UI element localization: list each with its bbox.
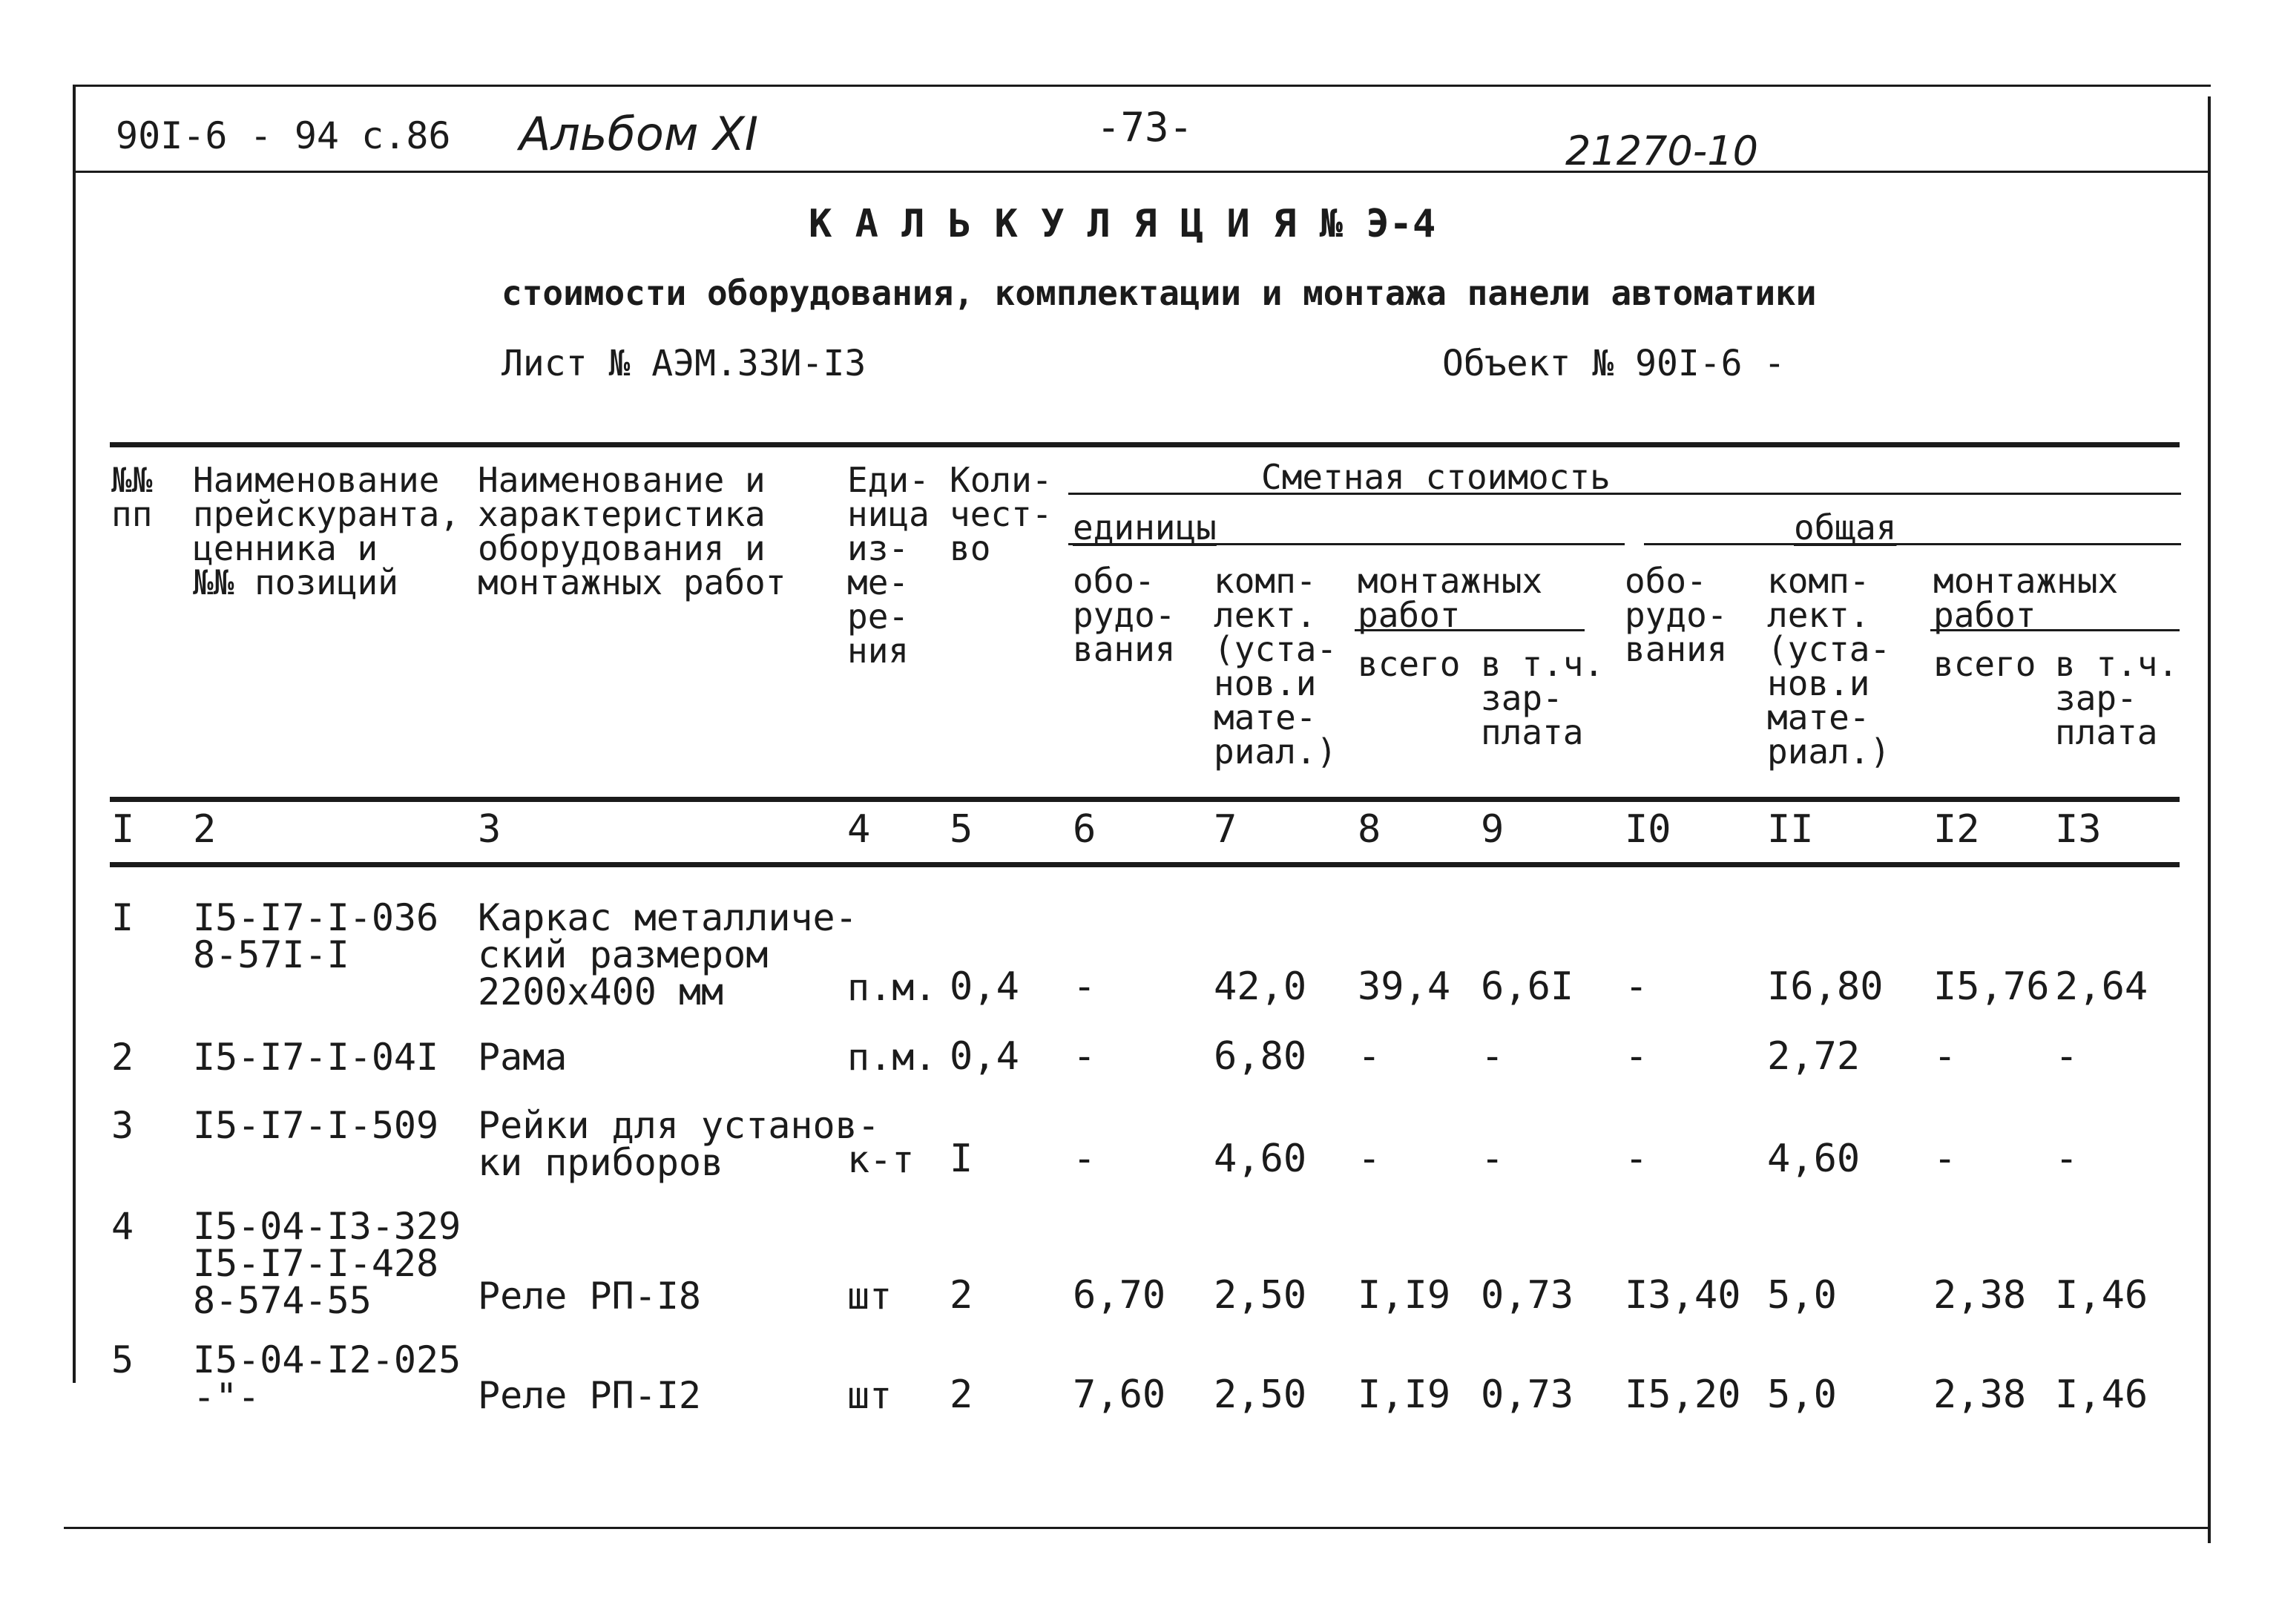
row-total-complect: I6,80 <box>1767 964 1884 1009</box>
object-number: Объект № 90I-6 - <box>1442 343 1786 384</box>
frame-top-border <box>74 85 2211 87</box>
row-total-equipment: - <box>1625 1034 1648 1079</box>
row-unit-complect: 4,60 <box>1214 1137 1307 1181</box>
header-total-complect: комп- лект. (уста- нов.и мате- риал.) <box>1767 561 1891 772</box>
sheet-number: Лист № АЭМ.33И-I3 <box>501 343 866 384</box>
row-unit-mounting-total: I,I9 <box>1358 1273 1451 1318</box>
col-number-10: I0 <box>1625 807 1671 852</box>
row-unit: п.м. <box>847 966 937 1009</box>
header-total-equipment: обо- рудо- вания <box>1625 561 1728 669</box>
header-estimated-cost: Сметная стоимость <box>1261 457 1611 497</box>
row-total-equipment: I3,40 <box>1625 1273 1741 1318</box>
header-total-mounting: монтажных работ <box>1933 561 2119 635</box>
header-unit-equipment: обо- рудо- вания <box>1073 561 1176 669</box>
row-total-mounting-salary: - <box>2055 1137 2079 1181</box>
row-total-mounting-total: - <box>1933 1034 1957 1079</box>
row-number: 5 <box>111 1338 134 1381</box>
col-number-5: 5 <box>950 807 973 852</box>
row-quantity: 0,4 <box>950 1034 1019 1079</box>
row-unit: шт <box>847 1374 892 1417</box>
row-total-complect: 5,0 <box>1767 1273 1837 1318</box>
row-total-mounting-total: 2,38 <box>1933 1372 2027 1417</box>
row-total-mounting-salary: - <box>2055 1034 2079 1079</box>
row-unit-equipment: 7,60 <box>1073 1372 1166 1417</box>
frame-bottom-border <box>64 1527 2211 1529</box>
col-number-12: I2 <box>1933 807 1980 852</box>
col-number-11: II <box>1767 807 1814 852</box>
header-col-price-list: Наименование прейскуранта, ценника и №№ позиций <box>193 460 461 602</box>
header-col-quantity: Коли- чест- во <box>950 460 1053 568</box>
row-total-equipment: I5,20 <box>1625 1372 1741 1417</box>
document-subtitle: стоимости оборудования, комплектации и монтажа панели автоматики <box>501 273 1817 313</box>
col-number-1: I <box>111 807 135 852</box>
album-label: Альбом XI <box>519 107 758 161</box>
row-price-code: I5-04-I2-025 -"- <box>193 1338 461 1418</box>
row-description: Каркас металличе- ский размером 2200х400 мм <box>478 896 858 1013</box>
col-number-9: 9 <box>1481 807 1504 852</box>
row-number: 2 <box>111 1036 134 1079</box>
row-unit-equipment: - <box>1073 1137 1096 1181</box>
frame-left-border <box>73 85 76 1383</box>
row-unit-complect: 2,50 <box>1214 1372 1307 1417</box>
page-number: -73- <box>1096 104 1194 151</box>
row-total-mounting-salary: I,46 <box>2055 1273 2148 1318</box>
row-unit-equipment: 6,70 <box>1073 1273 1166 1318</box>
row-price-code: I5-I7-I-509 <box>193 1104 439 1147</box>
header-unit-mounting-salary: в т.ч. зар- плата <box>1481 644 1605 752</box>
row-total-complect: 5,0 <box>1767 1372 1837 1417</box>
header-unit-mounting: монтажных работ <box>1358 561 1543 635</box>
row-unit-mounting-total: 39,4 <box>1358 964 1451 1009</box>
row-description: Рама <box>478 1036 568 1079</box>
row-unit-mounting-salary: 0,73 <box>1481 1372 1574 1417</box>
total-group-rule <box>1644 543 2181 545</box>
document-code: 21270-10 <box>1565 128 1758 174</box>
row-total-mounting-salary: I,46 <box>2055 1372 2148 1417</box>
row-unit-equipment: - <box>1073 1034 1096 1079</box>
row-unit-mounting-total: - <box>1358 1137 1381 1181</box>
row-number: 3 <box>111 1104 134 1147</box>
row-quantity: 2 <box>950 1273 973 1318</box>
row-quantity: I <box>950 1137 973 1181</box>
header-total: общая <box>1794 507 1897 548</box>
row-description: Реле РП-I8 <box>478 1275 702 1318</box>
col-number-7: 7 <box>1214 807 1237 852</box>
header-col-unit: Еди- ница из- ме- ре- ния <box>847 460 930 671</box>
document-title: К А Л Ь К У Л Я Ц И Я № Э-4 <box>809 202 1436 246</box>
header-total-mounting-salary: в т.ч. зар- плата <box>2055 644 2179 752</box>
header-col-number: №№ пп <box>111 460 153 534</box>
header-unit-complect: комп- лект. (уста- нов.и мате- риал.) <box>1214 561 1338 772</box>
row-unit-mounting-salary: - <box>1481 1034 1504 1079</box>
col-number-8: 8 <box>1358 807 1381 852</box>
row-unit-mounting-total: - <box>1358 1034 1381 1079</box>
row-quantity: 2 <box>950 1372 973 1417</box>
row-unit-mounting-total: I,I9 <box>1358 1372 1451 1417</box>
col-number-4: 4 <box>847 807 871 852</box>
col-number-3: 3 <box>478 807 501 852</box>
row-unit-complect: 6,80 <box>1214 1034 1307 1079</box>
row-unit-complect: 2,50 <box>1214 1273 1307 1318</box>
col-number-6: 6 <box>1073 807 1096 852</box>
row-number: 4 <box>111 1205 134 1248</box>
header-bottom-rule <box>110 797 2180 802</box>
document-stamp: 90I-6 - 94 с.86 <box>116 114 451 157</box>
frame-right-border <box>2208 96 2211 1543</box>
header-col-description: Наименование и характеристика оборудования и монтажных работ <box>478 460 786 602</box>
row-total-mounting-total: - <box>1933 1137 1957 1181</box>
row-unit: п.м. <box>847 1036 937 1079</box>
row-price-code: I5-I7-I-036 8-57I-I <box>193 896 439 976</box>
table-top-rule <box>110 442 2180 447</box>
header-separator <box>74 171 2211 173</box>
row-description: Реле РП-I2 <box>478 1374 702 1417</box>
row-total-complect: 4,60 <box>1767 1137 1861 1181</box>
row-unit-complect: 42,0 <box>1214 964 1307 1009</box>
row-unit-mounting-salary: 0,73 <box>1481 1273 1574 1318</box>
row-unit-mounting-salary: 6,6I <box>1481 964 1574 1009</box>
row-total-equipment: - <box>1625 964 1648 1009</box>
numbering-bottom-rule <box>110 862 2180 867</box>
row-price-code: I5-04-I3-329 I5-I7-I-428 8-574-55 <box>193 1205 461 1322</box>
header-per-unit: единицы <box>1073 507 1217 548</box>
row-price-code: I5-I7-I-04I <box>193 1036 439 1079</box>
row-description: Рейки для установ- ки приборов <box>478 1104 880 1184</box>
row-unit: к-т <box>847 1138 915 1181</box>
row-number: I <box>111 896 134 939</box>
row-total-mounting-salary: 2,64 <box>2055 964 2148 1009</box>
col-number-13: I3 <box>2055 807 2102 852</box>
group-rule <box>1068 493 2181 495</box>
col-number-2: 2 <box>193 807 217 852</box>
row-unit-equipment: - <box>1073 964 1096 1009</box>
row-total-mounting-total: 2,38 <box>1933 1273 2027 1318</box>
row-quantity: 0,4 <box>950 964 1019 1009</box>
row-unit: шт <box>847 1275 892 1318</box>
header-unit-mounting-total: всего <box>1358 644 1461 684</box>
row-total-mounting-total: I5,76 <box>1933 964 2050 1009</box>
header-total-mounting-total: всего <box>1933 644 2036 684</box>
row-total-complect: 2,72 <box>1767 1034 1861 1079</box>
row-total-equipment: - <box>1625 1137 1648 1181</box>
row-unit-mounting-salary: - <box>1481 1137 1504 1181</box>
